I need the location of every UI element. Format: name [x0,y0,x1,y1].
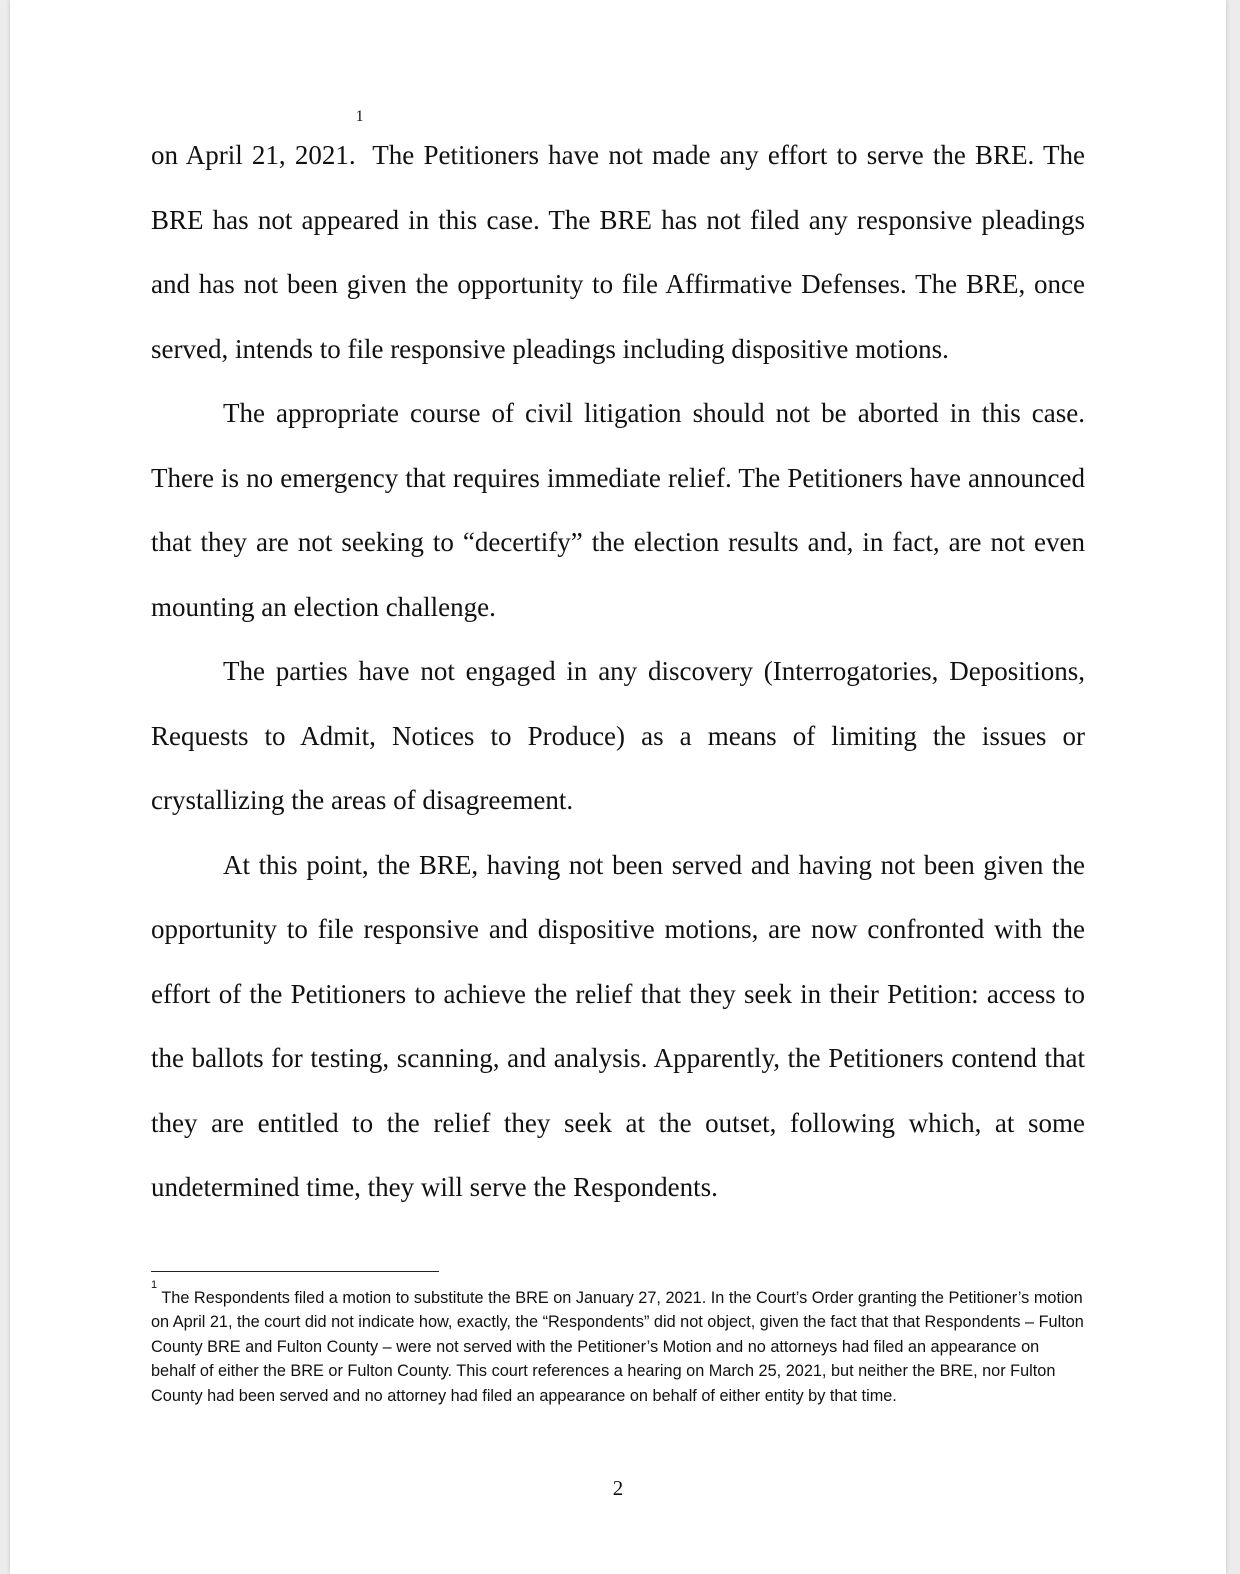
paragraph-2: The appropriate course of civil litigation should not be aborted in this case. There is no emergency that requires immediate relief. The Petitioners have announced that they are not seeking to “decertify” the election results and, in fact, are not even mounting an election challenge. [151,398,1085,622]
footnote-text: The Respondents filed a motion to substitute the BRE on January 27, 2021. In the Court’s Order granting the Petitioner’s motion on April 21, the court did not indicate how, exactly, the “Respondents” did not object, given the fact that that Respondents – Fulton County BRE and Fulton County – were not served with the Petitioner’s Motion and no attorneys had filed an appearance on behalf of either the BRE or Fulton County. This court references a hearing on March 25, 2021, but neither the BRE, nor Fulton County had been served and no attorney had filed an appearance on behalf of either entity by that time. [151,1289,1084,1405]
footnote-reference[interactable]: 1 [355,108,364,125]
body-text [151,108,1085,1220]
paragraph-3: The parties have not engaged in any discovery (Interrogatories, Depositions, Requests to Admit, Notices to Produce) as a means of limiting the issues or crystallizing the areas of disagreement. [151,656,1085,815]
document-page [10,0,1226,1574]
paragraph-1-rest: The Petitioners have not made any effort to serve the BRE. The BRE has not appeared in this case. The BRE has not filed any responsive pleadings and has not been given the opportunity to file Affirmative Defenses. The BRE, once served, intends to file responsive pleadings including dispositive motions. [151,140,1085,364]
paragraph-1-lead: on April 21, 2021. [151,140,356,170]
paragraph-4: At this point, the BRE, having not been served and having not been given the opportunity to file responsive and dispositive motions, are now confronted with the effort of the Petitioners to achieve the relief that they seek in their Petition: access to the ballots for testing, scanning, and analysis. Apparently, the Petitioners contend that they are entitled to the relief they seek at the outset, following which, at some undetermined time, they will serve the Respondents. [151,849,1085,1202]
footnote-separator [151,1271,439,1272]
footnote [151,1279,1086,1408]
page-number: 2 [612,1476,624,1500]
paragraph-1 [151,108,1085,381]
footnote-marker: 1 [151,1279,158,1291]
